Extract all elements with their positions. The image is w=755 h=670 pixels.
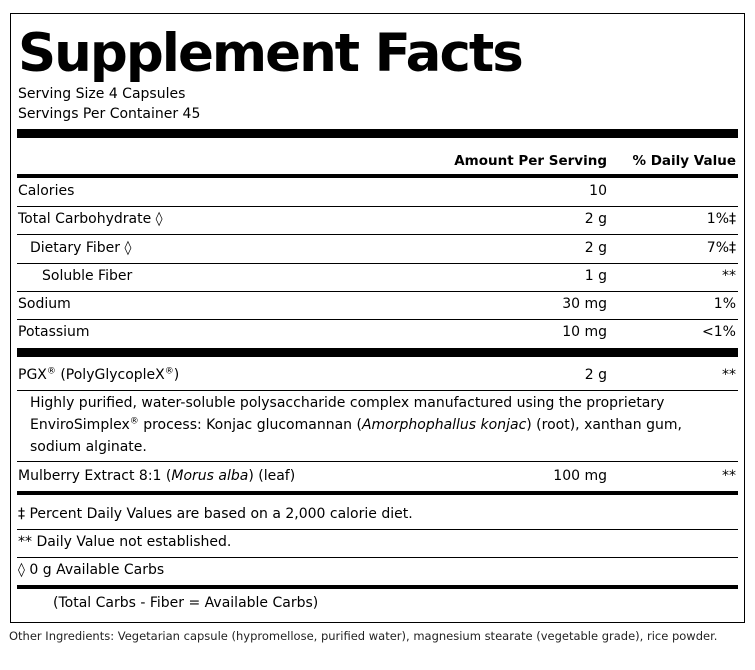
nutrient-dv: 7%‡ (706, 240, 736, 256)
divider-medium (17, 585, 738, 589)
footnote-available-carbs: ◊ 0 g Available Carbs (18, 562, 165, 578)
panel-title: Supplement Facts (18, 23, 522, 84)
nutrient-dv: 1% (713, 296, 736, 312)
pgx-description: Highly purified, water-soluble polysaccharide complex manufactured using the proprietary EnviroSimplex® process: Konjac glucomannan (Amorphophallus konjac) (root), xanthan gum, sodium alginate. (30, 395, 682, 455)
nutrient-amount: 30 mg (562, 296, 607, 312)
divider-medium (17, 491, 738, 495)
divider-thin (17, 461, 738, 462)
nutrient-name: Potassium (18, 324, 90, 340)
divider-thick (17, 348, 738, 357)
divider-thin (17, 234, 738, 235)
nutrient-dv: ** (722, 268, 736, 284)
ingredient-amount: 100 mg (553, 468, 607, 484)
ingredient-dv: ** (722, 367, 736, 383)
nutrient-amount: 10 (589, 183, 607, 199)
footnote-carbs-formula: (Total Carbs - Fiber = Available Carbs) (53, 595, 319, 611)
divider-thin (17, 390, 738, 391)
servings-per-container: Servings Per Container 45 (18, 106, 201, 122)
nutrient-amount: 10 mg (562, 324, 607, 340)
nutrient-name: Sodium (18, 296, 71, 312)
divider-medium (17, 174, 738, 178)
nutrient-dv: <1% (702, 324, 736, 340)
divider-thin (17, 206, 738, 207)
ingredient-dv: ** (722, 468, 736, 484)
ingredient-name: PGX® (PolyGlycopleX®) (18, 366, 180, 383)
nutrient-dv: 1%‡ (706, 211, 736, 227)
divider-thin (17, 263, 738, 264)
divider-thin (17, 291, 738, 292)
amount-header: Amount Per Serving (454, 153, 607, 169)
supplement-facts-panel (10, 13, 745, 623)
nutrient-amount: 2 g (584, 240, 607, 256)
divider-thin (17, 319, 738, 320)
nutrient-name: Calories (18, 183, 75, 199)
nutrient-name: Total Carbohydrate ◊ (18, 211, 163, 227)
other-ingredients: Other Ingredients: Vegetarian capsule (hypromellose, purified water), magnesium stearate (vegetable grade), rice powder. (9, 629, 718, 643)
nutrient-amount: 2 g (584, 211, 607, 227)
nutrient-name: Soluble Fiber (42, 268, 133, 284)
divider-thin (17, 529, 738, 530)
serving-size: Serving Size 4 Capsules (18, 86, 186, 102)
daily-value-header: % Daily Value (632, 153, 736, 169)
ingredient-name: Mulberry Extract 8:1 (Morus alba) (leaf) (18, 468, 296, 484)
footnote-not-established: ** Daily Value not established. (18, 534, 232, 550)
footnote-daily-values: ‡ Percent Daily Values are based on a 2,000 calorie diet. (18, 506, 413, 522)
divider-thick (17, 129, 738, 138)
divider-thin (17, 557, 738, 558)
nutrient-name: Dietary Fiber ◊ (30, 240, 132, 256)
ingredient-amount: 2 g (584, 367, 607, 383)
nutrient-amount: 1 g (584, 268, 607, 284)
